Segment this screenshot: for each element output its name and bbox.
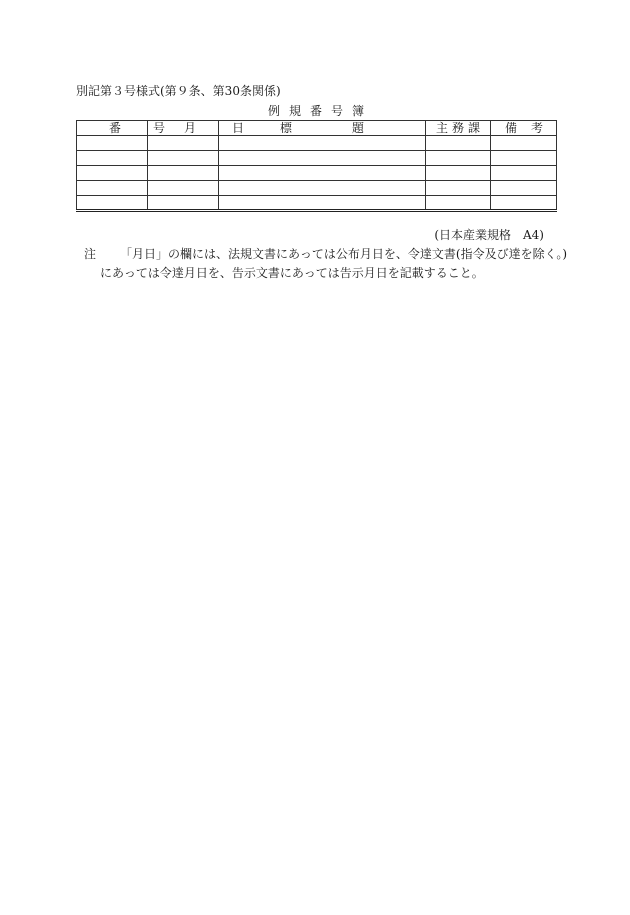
table-row [77,136,557,151]
table-cell [77,181,148,196]
table-cell [148,151,219,166]
table-cell [219,196,426,211]
table-cell [148,136,219,151]
header-number: 番号 [77,121,148,136]
table-cell [491,166,557,181]
table-cell [77,136,148,151]
table-row [77,181,557,196]
header-title: 標題 [219,121,426,136]
header-remarks: 備考 [491,121,557,136]
table-cell [426,136,491,151]
table-header-row [77,121,557,136]
table-cell [219,136,426,151]
table-cell [148,166,219,181]
register-body [77,136,557,211]
note-line-1 [84,247,567,261]
table-cell [491,196,557,211]
table-cell [148,196,219,211]
register-title: 例規番号簿 [267,104,373,118]
table-cell [219,166,426,181]
table-cell [426,151,491,166]
register-table [76,120,557,212]
table-cell [77,166,148,181]
form-label: 別記第３号様式(第９条、第30条関係) [76,84,281,98]
note-text-1: 「月日」の欄には、法規文書にあっては公布月日を、令達文書(指令及び達を除く。) [120,247,568,261]
table-row [77,166,557,181]
table-row [77,196,557,211]
header-date: 月日 [148,121,219,136]
table-cell [491,136,557,151]
header-department: 主務課 [426,121,491,136]
table-cell [219,151,426,166]
paper-size-note: (日本産業規格 A4) [434,228,544,242]
note-text-2: にあっては令達月日を、告示文書にあっては告示月日を記載すること。 [100,266,484,280]
table-cell [426,196,491,211]
note-line-2 [100,266,484,280]
table-cell [219,181,426,196]
table-cell [77,151,148,166]
table-cell [148,181,219,196]
table-cell [426,166,491,181]
table-cell [491,151,557,166]
table-cell [426,181,491,196]
table-cell [77,196,148,211]
table-cell [491,181,557,196]
table-row [77,151,557,166]
note-marker: 注 [84,247,97,261]
